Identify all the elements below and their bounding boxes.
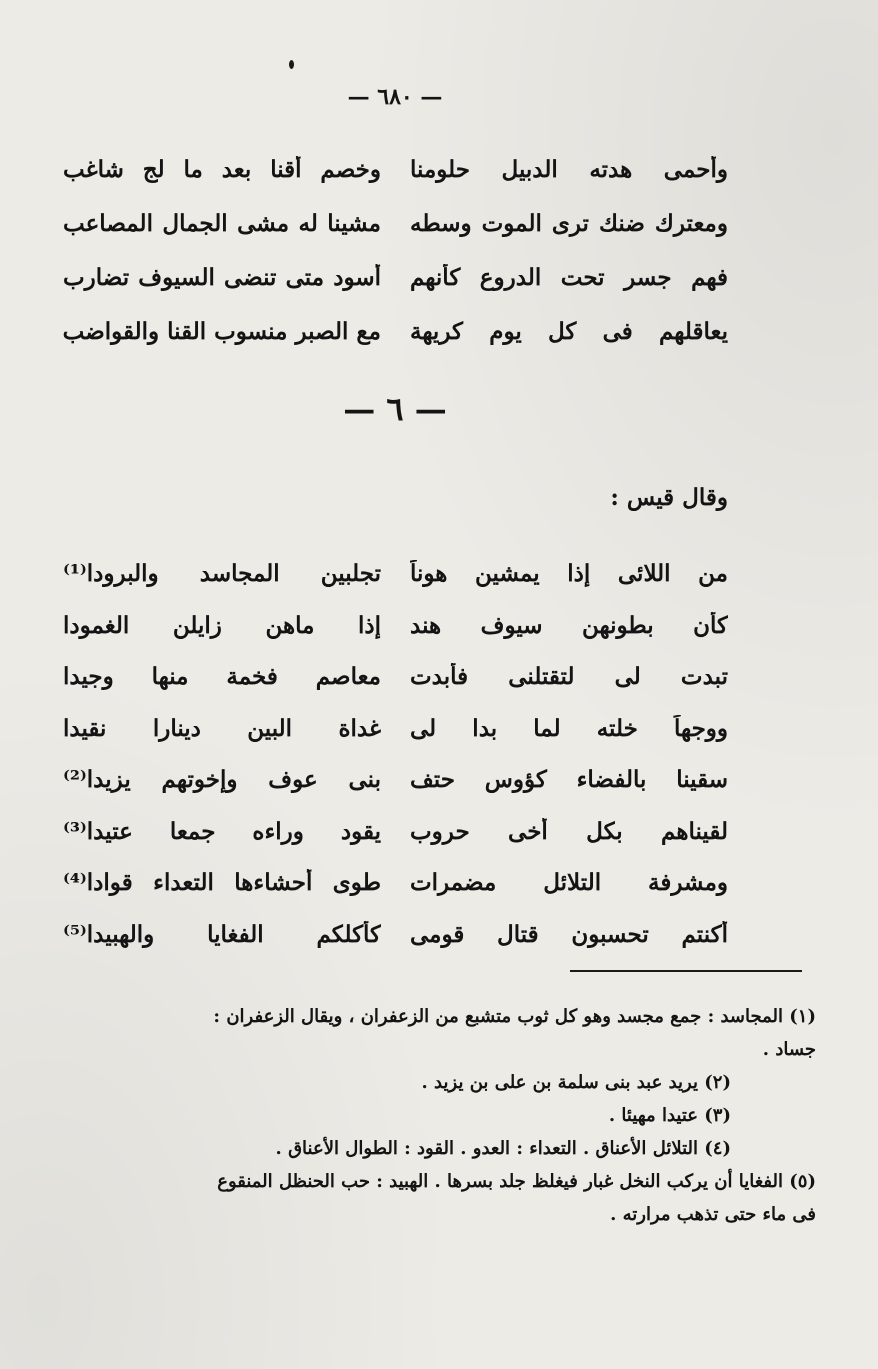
footnote-continuation: جساد . xyxy=(762,1039,816,1060)
footnote-separator xyxy=(570,970,802,972)
hemistich-second: إذا ماهن زايلن الغمودا xyxy=(63,611,381,639)
hemistich-second: أسود متى تنضى السيوف تضارب xyxy=(63,263,381,291)
hemistich-first: ومشرفة التلائل مضمرات xyxy=(410,869,728,897)
hemistich-first: ووجهاً خلته لما بدا لى xyxy=(410,714,728,742)
footnote: (٣) عتيدا مهيئا . xyxy=(608,1105,731,1126)
hemistich-second: غداة البين دينارا نقيدا xyxy=(63,714,381,742)
verse-line xyxy=(63,703,728,755)
verse-line xyxy=(63,909,728,961)
footnote-continuation: فى ماء حتى تذهب مرارته . xyxy=(610,1204,816,1225)
poem-block-2 xyxy=(63,548,728,960)
hemistich-first: فهم جسر تحت الدروع كأنهم xyxy=(410,263,728,291)
poem-intro: وقال قيس : xyxy=(610,484,728,511)
verse-line xyxy=(63,651,728,703)
hemistich-first: سقينا بالفضاء كؤوس حتف xyxy=(410,766,728,794)
hemistich-second: كأكلكم الفغايا والهبيدا⁽⁵⁾ xyxy=(63,920,381,948)
hemistich-first: تبدت لى لتقتلنى فأبدت xyxy=(410,663,728,691)
ink-speck xyxy=(289,60,294,69)
footnote: (٥) الفغايا أن يركب النخل غبار فيغلظ جلد بسرها . الهبيد : حب الحنظل المنقوع xyxy=(217,1171,816,1192)
hemistich-second: معاصم فخمة منها وجيدا xyxy=(63,663,381,691)
hemistich-second: مع الصبر منسوب القنا والقواضب xyxy=(63,317,381,345)
footnote: (٢) يريد عبد بنى سلمة بن على بن يزيد . xyxy=(421,1072,731,1093)
hemistich-first: من اللائى إذا يمشين هوناً xyxy=(410,560,728,588)
hemistich-second: بنى عوف وإخوتهم يزيدا⁽²⁾ xyxy=(63,766,381,794)
hemistich-first: أكنتم تحسبون قتال قومى xyxy=(410,920,728,948)
footnote: (١) المجاسد : جمع مجسد وهو كل ثوب متشبع من الزعفران ، ويقال الزعفران : xyxy=(213,1006,816,1027)
footnote: (٤) التلائل الأعناق . التعداء : العدو . القود : الطوال الأعناق . xyxy=(275,1138,731,1159)
poem-block-1 xyxy=(63,142,728,358)
verse-line xyxy=(63,196,728,250)
footnotes xyxy=(26,1000,816,1231)
hemistich-second: يقود وراءه جمعا عتيدا⁽³⁾ xyxy=(63,817,381,845)
section-number: — ٦ — xyxy=(343,390,447,428)
hemistich-second: مشينا له مشى الجمال المصاعب xyxy=(63,209,381,237)
hemistich-second: تجلبين المجاسد والبرودا⁽¹⁾ xyxy=(63,560,381,588)
hemistich-first: لقيناهم بكل أخى حروب xyxy=(410,817,728,845)
hemistich-first: ومعترك ضنك ترى الموت وسطه xyxy=(410,209,728,237)
verse-line xyxy=(63,142,728,196)
hemistich-first: وأحمى هدته الدبيل حلومنا xyxy=(410,155,728,183)
verse-line xyxy=(63,304,728,358)
hemistich-first: يعاقلهم فى كل يوم كريهة xyxy=(410,317,728,345)
hemistich-second: وخصم أقنا بعد ما لج شاغب xyxy=(63,155,381,183)
verse-line xyxy=(63,857,728,909)
hemistich-second: طوى أحشاءها التعداء قوادا⁽⁴⁾ xyxy=(63,869,381,897)
verse-line xyxy=(63,250,728,304)
verse-line xyxy=(63,600,728,652)
verse-line xyxy=(63,806,728,858)
hemistich-first: كأن بطونهن سيوف هند xyxy=(410,611,728,639)
verse-line xyxy=(63,548,728,600)
page-number: — ٦٨٠ — xyxy=(347,84,443,110)
verse-line xyxy=(63,754,728,806)
